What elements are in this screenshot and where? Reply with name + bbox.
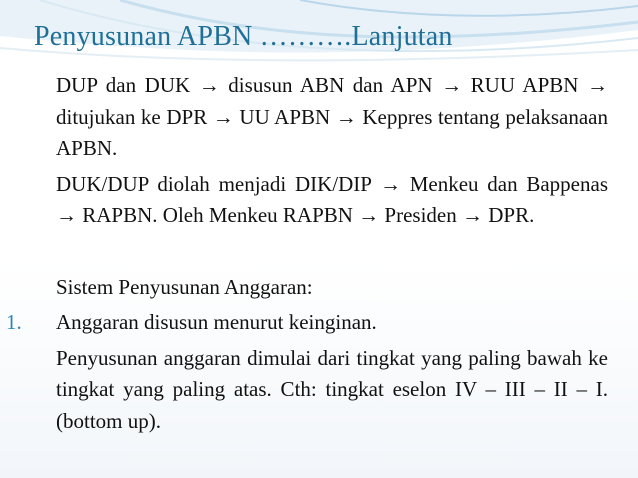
spacer	[34, 232, 608, 272]
slide-content	[6, 70, 608, 437]
slide-title: Penyusunan APBN ……….Lanjutan	[34, 21, 453, 52]
list-item	[6, 307, 608, 437]
section-heading: Sistem Penyusunan Anggaran:	[56, 274, 313, 299]
list-item-label: Anggaran disusun menurut keinginan.	[56, 310, 377, 334]
list-item-detail: Penyusunan anggaran dimulai dari tingkat yang paling bawah ke tingkat yang paling atas. Cth: tingkat eselon IV – III – II – I. (bottom up).	[56, 345, 608, 433]
list-number: 1.	[6, 310, 22, 334]
paragraph-flow-2: DUK/DUP diolah menjadi DIK/DIP → Menkeu dan Bappenas → RAPBN. Oleh Menkeu RAPBN → Presiden → DPR.	[56, 171, 608, 227]
paragraph-flow-1: DUP dan DUK → disusun ABN dan APN → RUU APBN → ditujukan ke DPR → UU APBN → Keppres tentang pelaksanaan APBN.	[56, 73, 608, 160]
